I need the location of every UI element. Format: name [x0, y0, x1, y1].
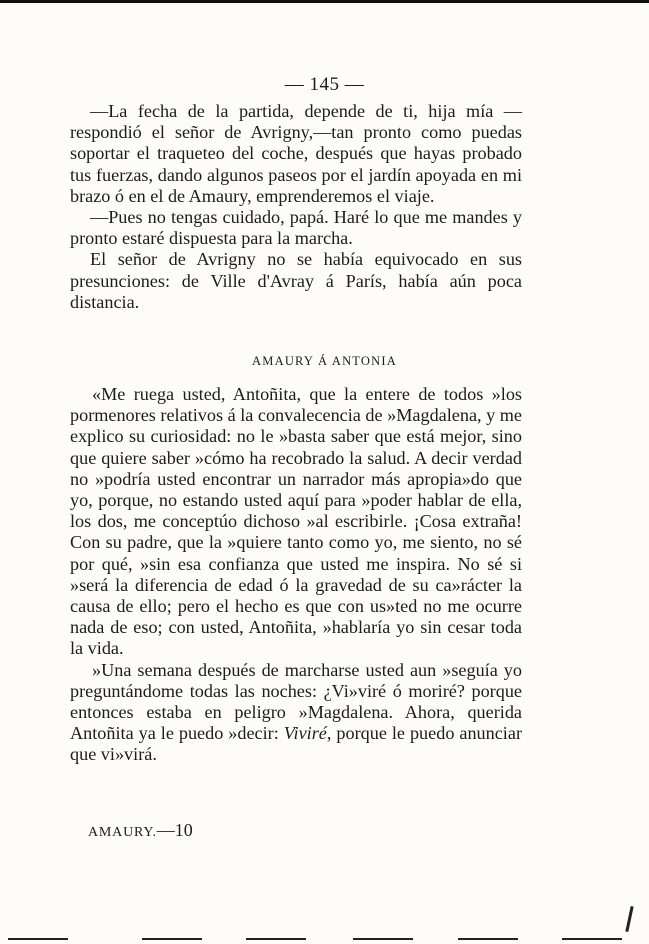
letter-text: »Una semana después de marcharse usted aun »seguía yo preguntándome todas las noches: ¿Vi»viré ó moriré? porque entonces estaba en peligro »Magdalena. Ahora, querida Antoñita ya le puedo »decir:: [70, 659, 522, 744]
letter-block: [70, 384, 522, 766]
section-heading: AMAURY Á ANTONIA: [252, 354, 397, 368]
italic-word: Viviré: [283, 723, 327, 744]
page-number: — 145 —: [284, 74, 365, 95]
paragraph: El señor de Avrigny no se había equivocado en sus presunciones: de Ville d'Avray á París, había aún poca distancia.: [70, 249, 522, 312]
corner-mark: [625, 906, 633, 932]
letter-paragraph: [70, 660, 522, 766]
letter-text: , porque le puedo anunciar que vi»virá.: [70, 723, 522, 765]
signature-label: AMAURY.: [88, 825, 157, 840]
top-border-rule: [0, 0, 649, 16]
letter-paragraph: «Me ruega usted, Antoñita, que la entere de todos »los pormenores relativos á la convalecencia de »Magdalena, y me explico su curiosidad: no le »basta saber que está mejor, sino que quiere saber »cómo ha recobrado la salud. A decir verdad no »podría usted encontrar un narrador más apropia»do que yo, porque, no estando usted aquí para »poder hablar de ella, los dos, me conceptúo dichoso »al escribirle. ¡Cosa extraña! Con su padre, que la »quiere tanto como yo, me siento, no sé por qué, »sin esa confianza que usted me inspira. No sé si »será la diferencia de edad ó la gravedad de su ca»rácter la causa de ello; pero el hecho es que con us»ted no me ocurre nada de eso; con usted, Antoñita, »hablaría yo sin cesar toda la vida.: [70, 384, 522, 659]
signature-mark: [88, 820, 193, 841]
paragraph: —La fecha de la partida, depende de ti, hija mía —respondió el señor de Avrigny,—tan pronto como puedas soportar el traqueteo del coche, después que hayas probado tus fuerzas, dando algunos paseos por el jardín apoyada en mi brazo ó en el de Amaury, emprenderemos el viaje.: [70, 101, 522, 206]
bottom-cut-marks: [0, 938, 649, 940]
paragraph: —Pues no tengas cuidado, papá. Haré lo que me mandes y pronto estaré dispuesta para la marcha.: [70, 207, 522, 249]
signature-number: —10: [156, 820, 193, 840]
narrative-block: [70, 101, 522, 313]
